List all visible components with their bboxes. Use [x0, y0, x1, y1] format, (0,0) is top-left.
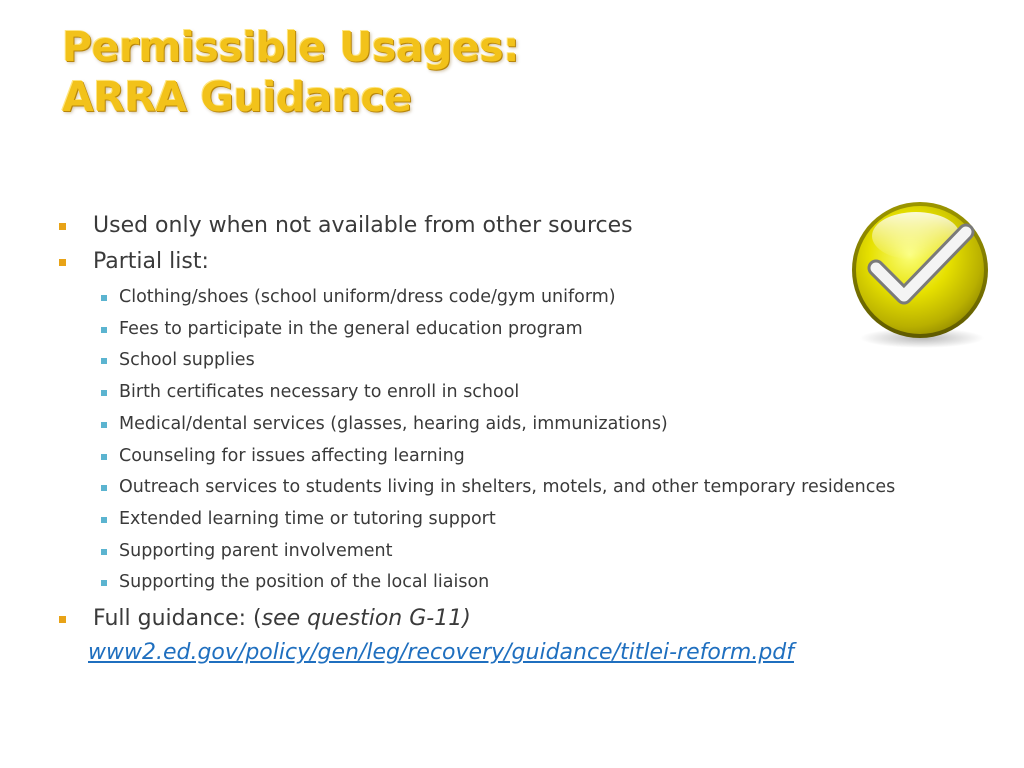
- partial-list: [58, 282, 988, 599]
- slide-content: [58, 208, 988, 669]
- list-item-text: Extended learning time or tutoring support: [119, 508, 496, 529]
- bullet-marker: [59, 616, 66, 623]
- list-item: [58, 282, 988, 314]
- list-item: [58, 441, 988, 473]
- list-item-text: Supporting the position of the local liaison: [119, 572, 490, 593]
- sub-bullet-marker: [101, 422, 107, 428]
- bullet-text: Partial list:: [93, 249, 209, 274]
- sub-bullet-marker: [101, 580, 107, 586]
- list-item-text: Supporting parent involvement: [119, 540, 393, 561]
- list-item-text: Birth certificates necessary to enroll in school: [119, 382, 520, 403]
- list-item: [58, 504, 988, 536]
- sub-bullet-marker: [101, 517, 107, 523]
- bullet-marker: [59, 259, 66, 266]
- list-item-text: Medical/dental services (glasses, hearing aids, immunizations): [119, 413, 668, 434]
- bullet-marker: [59, 223, 66, 230]
- slide-title: [62, 22, 519, 122]
- list-item-text: Clothing/shoes (school uniform/dress code/gym uniform): [119, 287, 616, 307]
- sub-bullet-marker: [101, 295, 107, 301]
- sub-bullet-marker: [101, 454, 107, 460]
- list-item: [58, 409, 988, 441]
- list-item: [58, 567, 988, 599]
- sub-bullet-marker: [101, 358, 107, 364]
- list-item-text: Outreach services to students living in shelters, motels, and other temporary residences: [119, 477, 896, 498]
- sub-bullet-marker: [101, 485, 107, 491]
- sub-bullet-marker: [101, 549, 107, 555]
- list-item: [58, 536, 988, 568]
- bullet-item: [58, 208, 988, 244]
- title-line-2: ARRA Guidance: [62, 73, 412, 121]
- bullet-item-full-guidance: [58, 601, 988, 637]
- title-line-1: Permissible Usages:: [62, 23, 520, 71]
- guidance-link[interactable]: www2.ed.gov/policy/gen/leg/recovery/guidance/titlei-reform.pdf: [88, 640, 794, 666]
- list-item: [58, 345, 988, 377]
- sub-bullet-marker: [101, 327, 107, 333]
- sub-bullet-marker: [101, 390, 107, 396]
- list-item: [58, 314, 988, 346]
- list-item-text: Counseling for issues affecting learning: [119, 445, 465, 466]
- list-item-text: Fees to participate in the general education program: [119, 318, 583, 339]
- full-guidance-question: see question G-11): [261, 606, 471, 632]
- list-item-text: School supplies: [119, 350, 255, 371]
- full-guidance-label: Full guidance: (: [93, 606, 262, 632]
- list-item: [58, 472, 988, 504]
- list-item: [58, 377, 988, 409]
- guidance-link-line: [58, 637, 988, 669]
- bullet-item: [58, 244, 988, 280]
- bullet-text: Used only when not available from other sources: [93, 213, 633, 238]
